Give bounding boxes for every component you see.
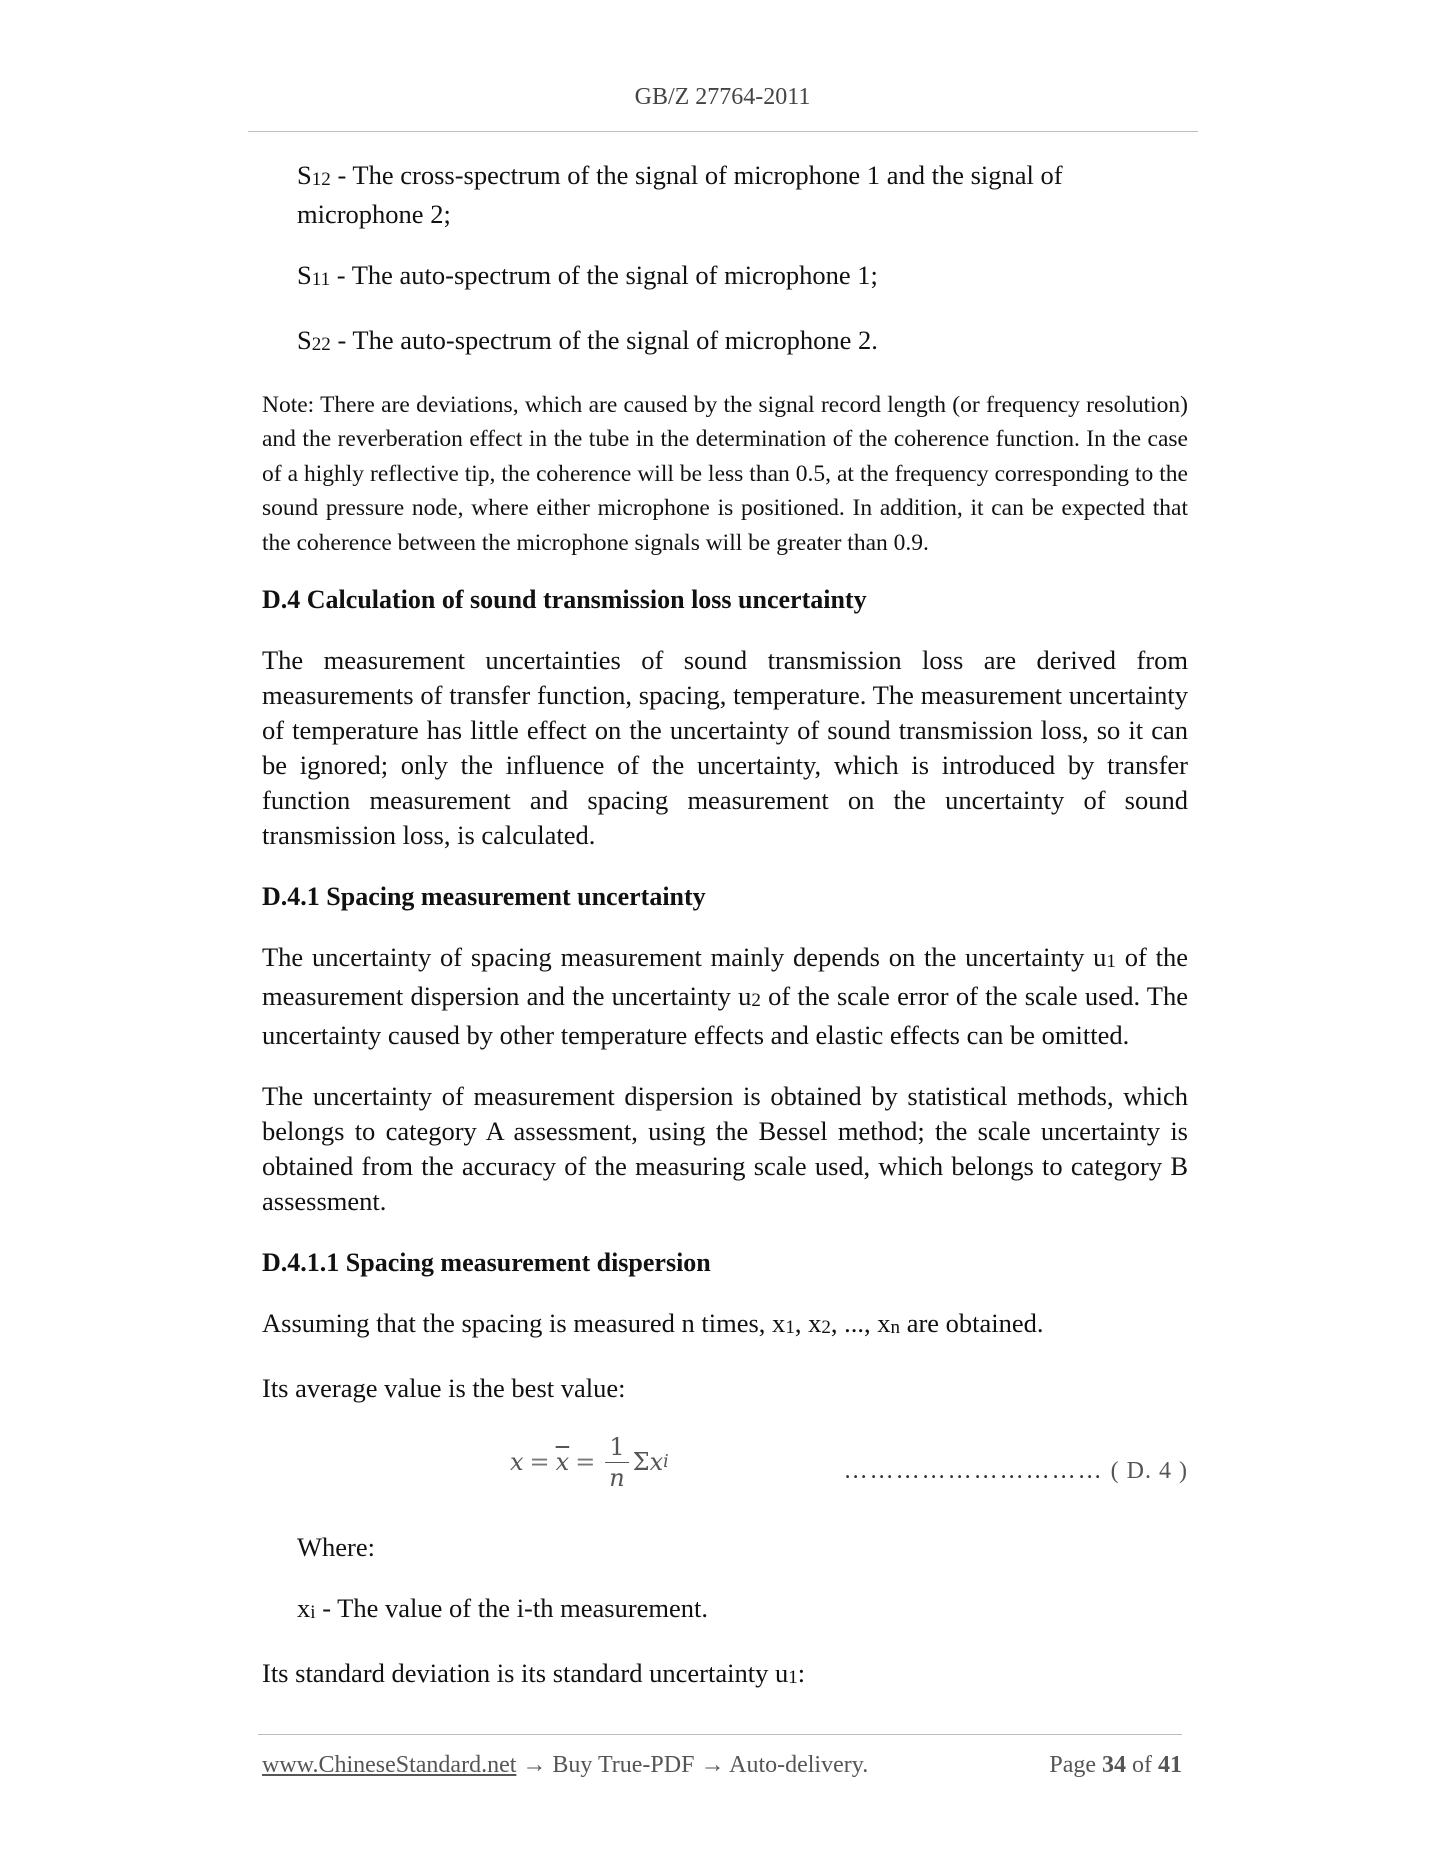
formula-reference: ………………………… ( D. 4 ) bbox=[843, 1458, 1188, 1485]
note-paragraph: Note: There are deviations, which are caused by the signal record length (or frequency resolution) and the reverberation effect in the tube in the determination of the coherence function. In the case of a highly reflective tip, the coherence will be less than 0.5, at the frequency corresponding to the sound pressure node, where either microphone is positioned. In addition, it can be expected that the coherence between the microphone signals will be greater than 0.9. bbox=[262, 391, 1188, 556]
definition-s11: S11 - The auto-spectrum of the signal of microphone 1; bbox=[297, 259, 878, 290]
page-number: Page 34 of 41 bbox=[1049, 1752, 1182, 1778]
definition-xi: xi - The value of the i-th measurement. bbox=[297, 1593, 709, 1624]
paragraph-d41-2: The uncertainty of measurement dispersion is obtained by statistical methods, which belongs to category A assessment, using the Bessel method; the scale uncertainty is obtained from the accuracy of the measuring scale used, which belongs to category B assessment. bbox=[262, 1081, 1188, 1217]
formula-expression: x = $\overline{x}$ = $\frac{1}{n}$ Σ x i bbox=[510, 1433, 669, 1493]
section-heading-d411: D.4.1.1 Spacing measurement dispersion bbox=[262, 1248, 711, 1278]
footer-tagline: → Buy True-PDF → Auto-delivery. bbox=[516, 1752, 869, 1778]
website-link[interactable]: www.ChineseStandard.net bbox=[262, 1752, 517, 1778]
paragraph-std-dev: Its standard deviation is its standard uncertainty u1: bbox=[262, 1658, 806, 1689]
document-body bbox=[262, 158, 1188, 1721]
page-footer bbox=[262, 1752, 1182, 1779]
paragraph-d411-1: Assuming that the spacing is measured n times, x1, x2, ..., xn are obtained. bbox=[262, 1308, 1044, 1339]
paragraph-d4: The measurement uncertainties of sound transmission loss are derived from measurements of transfer function, spacing, temperature. The measurement uncertainty of temperature has little effect on the uncertainty of sound transmission loss, so it can be ignored; only the influence of the uncertainty, which is introduced by transfer function measurement and spacing measurement on the uncertainty of sound transmission loss, is calculated. bbox=[262, 645, 1188, 851]
section-heading-d4: D.4 Calculation of sound transmission loss uncertainty bbox=[262, 585, 867, 615]
definition-s12: S12 - The cross-spectrum of the signal of microphone 1 and the signal of microphone 2; bbox=[297, 160, 1063, 229]
section-heading-d41: D.4.1 Spacing measurement uncertainty bbox=[262, 882, 706, 912]
paragraph-d41-1: The uncertainty of spacing measurement mainly depends on the uncertainty u1 of the measurement dispersion and the uncertainty u2 of the scale error of the scale used. The uncertainty caused by other temperature effects and elastic effects can be omitted. bbox=[262, 942, 1188, 1051]
page-header: GB/Z 27764-2011 bbox=[634, 84, 811, 110]
formula-fraction: $\frac{1}{n}$ bbox=[605, 1432, 628, 1493]
formula-d4 bbox=[262, 1432, 1188, 1512]
definition-s22: S22 - The auto-spectrum of the signal of microphone 2. bbox=[297, 324, 878, 355]
header-divider bbox=[248, 131, 1198, 132]
paragraph-d411-2: Its average value is the best value: bbox=[262, 1373, 626, 1404]
footer-divider bbox=[258, 1734, 1182, 1735]
where-label: Where: bbox=[297, 1532, 375, 1563]
